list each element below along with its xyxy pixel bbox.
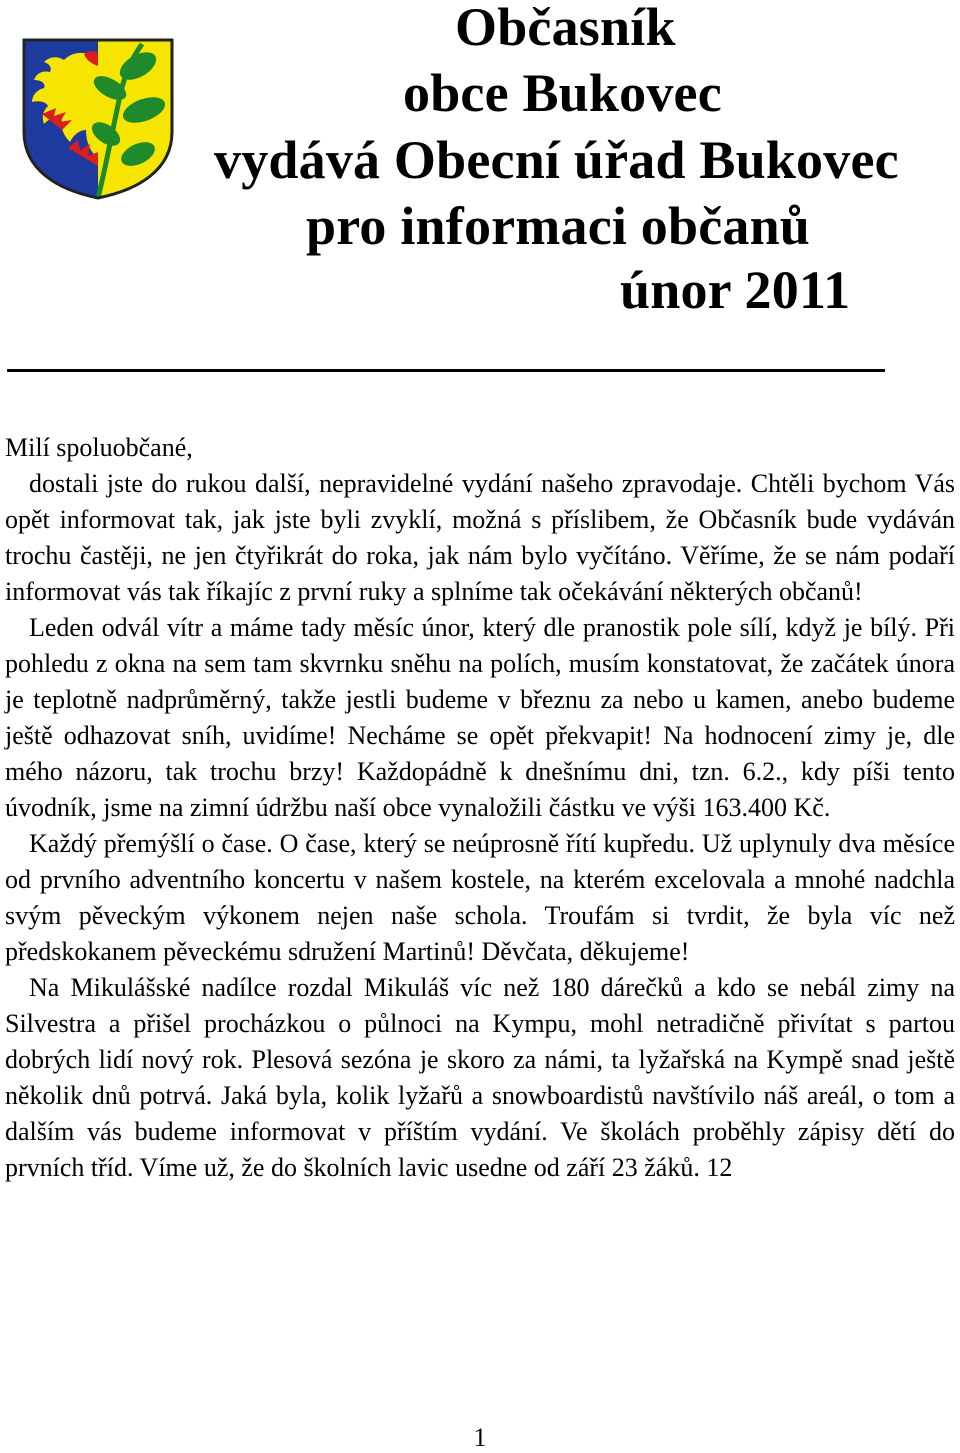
header-divider	[7, 369, 885, 372]
paragraph: Každý přemýšlí o čase. O čase, který se neúprosně řítí kupředu. Už uplynuly dva měsíce od prvního adventního koncertu v našem kostele, na kterém excelovala a mnohé nadchla svým pěveckým výkonem nejen naše schola. Troufám si tvrdit, že byla víc než předskokanem pěveckému sdružení Martinů! Děvčata, děkujeme!	[5, 829, 955, 966]
issue-date: únor 2011	[620, 260, 851, 320]
masthead-title: Občasník	[455, 0, 676, 57]
page-number: 1	[473, 1423, 487, 1452]
masthead-village: obce Bukovec	[403, 63, 722, 123]
coat-of-arms-icon	[20, 36, 176, 202]
paragraph: Na Mikulášské nadílce rozdal Mikuláš víc než 180 dárečků a kdo se nebál zimy na Silvestra a přišel procházkou o půlnoci na Kympu, mohl netradičně přivítat s partou dobrých lidí nový rok. Plesová sezóna je skoro za námi, ta lyžařská na Kympě snad ještě několik dnů potrvá. Jaká byla, kolik lyžařů a snowboardistů navštívilo náš areál, o tom a dalším vás budeme informovat v příštím vydání. Ve školách proběhly zápisy dětí do prvních tříd. Víme už, že do školních lavic usedne od září 23 žáků. 12	[5, 973, 955, 1182]
article-body	[5, 430, 955, 1186]
paragraph: Leden odvál vítr a máme tady měsíc únor, který dle pranostik pole sílí, když je bílý. Při pohledu z okna na sem tam skvrnku sněhu na polích, musím konstatovat, že začátek února je teplotně nadprůměrný, takže jestli budeme v březnu za nebo u kamen, anebo budeme ještě odhazovat sníh, uvidíme! Necháme se opět překvapit! Na hodnocení zimy je, dle mého názoru, tak trochu brzy! Každopádně k dnešnímu dni, tzn. 6.2., kdy píši tento úvodník, jsme na zimní údržbu naší obce vynaložili částku ve výši 163.400 Kč.	[5, 613, 955, 822]
salutation: Milí spoluobčané,	[5, 433, 193, 462]
masthead-publisher: vydává Obecní úřad Bukovec	[214, 130, 899, 190]
masthead-purpose: pro informaci občanů	[306, 196, 811, 256]
paragraph: dostali jste do rukou další, nepravidelné vydání našeho zpravodaje. Chtěli bychom Vás opět informovat tak, jak jste byli zvyklí, možná s příslibem, že Občasník bude vydáván trochu častěji, ne jen čtyřikrát do roka, jak nám bylo vyčítáno. Věříme, že se nám podaří informovat vás tak říkajíc z první ruky a splníme tak očekávání některých občanů!	[5, 469, 955, 606]
